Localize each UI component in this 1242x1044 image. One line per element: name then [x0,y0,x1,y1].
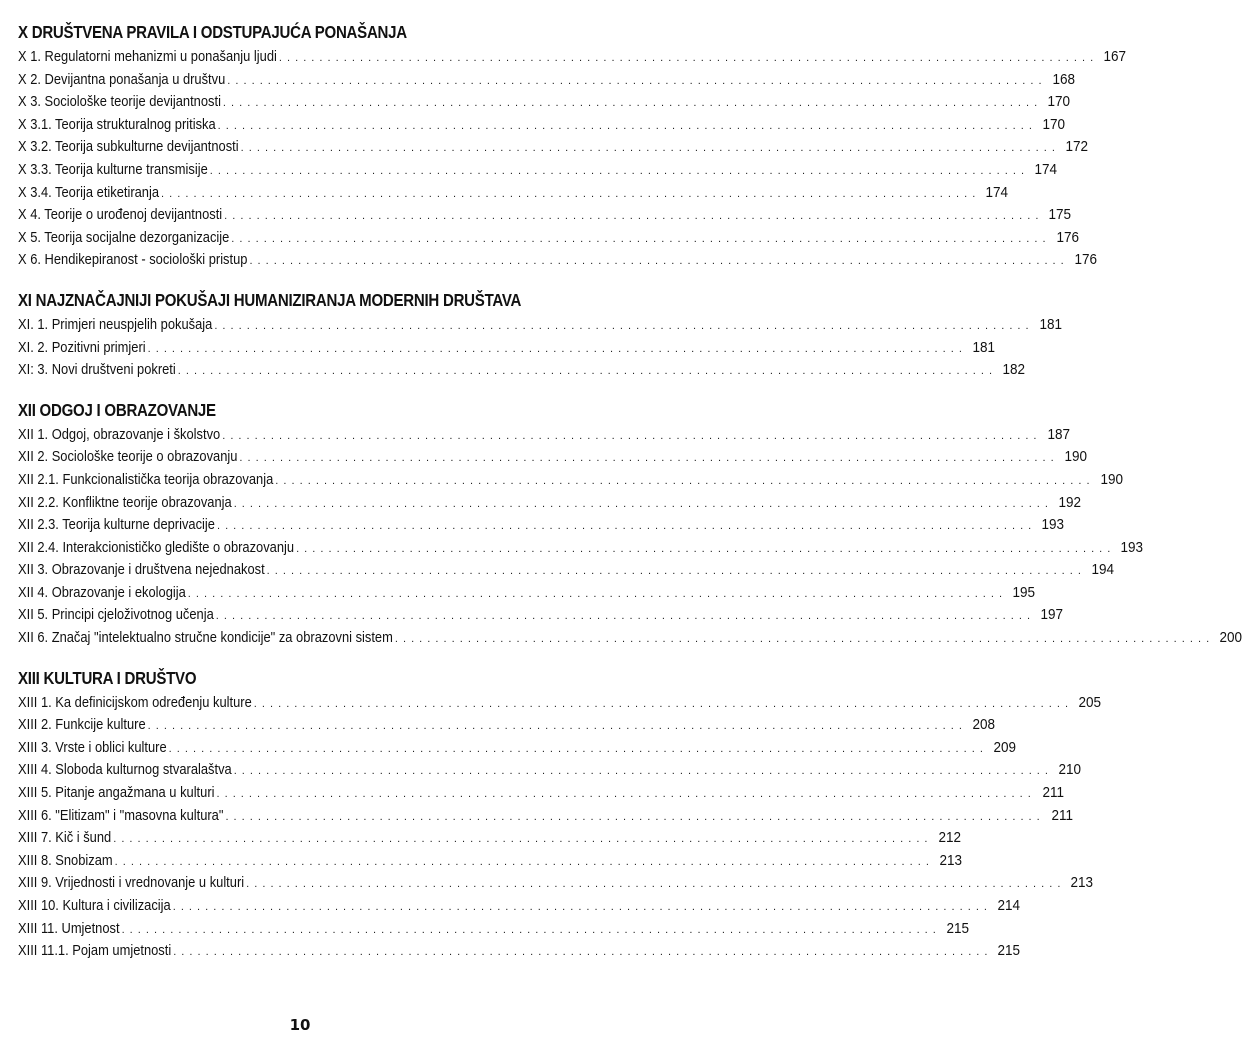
toc-entry-label: XII 6. Značaj "intelektualno stručne kondicije" za obrazovni sistem [18,629,393,647]
section-title: XIII KULTURA I DRUŠTVO [18,667,197,688]
toc-entry-label: XIII 11.1. Pojam umjetnosti [18,942,172,960]
toc-entry-label: XII 2.3. Teorija kulturne deprivacije [18,516,215,534]
toc-entry-page: 208 [972,716,995,734]
toc-entry-page: 170 [1042,115,1065,133]
toc-entry-label: X 1. Regulatorni mehanizmi u ponašanju ljudi [18,48,277,65]
toc-entry-label: XIII 3. Vrste i oblici kulture [18,738,167,756]
toc-entry-page: 210 [1058,761,1081,779]
toc-entry[interactable] [18,114,1065,137]
toc-entry-page: 211 [1051,806,1073,824]
toc-entry-page: 193 [1041,516,1065,534]
toc-entry[interactable] [18,227,1079,250]
toc-entry[interactable] [18,159,1058,182]
toc-entry[interactable] [18,827,961,850]
section-title: XI NAJZNAČAJNIJI POKUŠAJI HUMANIZIRANJA MODERNIH DRUŠTAVA [18,289,522,310]
dot-leader: . . . . . . . . . . . . . . . . . . . . . . . . . . . . . . . . . . . . . . . . . . . . . . . . . . . . . . . . . . . . . . . . . . . . . . . . . . . . . . . . . . . . . . . . . . . . . . . . . . . . . [147,720,963,733]
dot-leader: . . . . . . . . . . . . . . . . . . . . . . . . . . . . . . . . . . . . . . . . . . . . . . . . . . . . . . . . . . . . . . . . . . . . . . . . . . . . . . . . . . . . . . . . . . . . . . . . . . . . . [227,74,1043,87]
toc-entry-page: 167 [1103,48,1127,65]
dot-leader: . . . . . . . . . . . . . . . . . . . . . . . . . . . . . . . . . . . . . . . . . . . . . . . . . . . . . . . . . . . . . . . . . . . . . . . . . . . . . . . . . . . . . . . . . . . . . . . . . . . . . [215,610,1032,623]
toc-entry[interactable] [18,805,1073,828]
toc-entry-label: XI: 3. Novi društveni pokreti [18,361,176,379]
toc-entry-page: 192 [1058,493,1081,511]
toc-entry-label: X 2. Devijantna ponašanja u društvu [18,70,226,88]
dot-leader: . . . . . . . . . . . . . . . . . . . . . . . . . . . . . . . . . . . . . . . . . . . . . . . . . . . . . . . . . . . . . . . . . . . . . . . . . . . . . . . . . . . . . . . . . . . . . . . . . . . . . [275,474,1091,487]
toc-entry-page: 212 [937,829,961,847]
toc-entry[interactable] [18,446,1087,469]
toc-entry-label: XI. 1. Primjeri neuspjelih pokušaja [18,315,213,333]
toc-entry-label: X 3.2. Teorija subkulturne devijantnosti [18,138,239,156]
dot-leader: . . . . . . . . . . . . . . . . . . . . . . . . . . . . . . . . . . . . . . . . . . . . . . . . . . . . . . . . . . . . . . . . . . . . . . . . . . . . . . . . . . . . . . . . . . . . . . . . . . . . . [253,697,1070,710]
toc-entry-label: XII 4. Obrazovanje i ekologija [18,583,186,601]
toc-entry-page: 187 [1046,425,1070,443]
dot-leader: . . . . . . . . . . . . . . . . . . . . . . . . . . . . . . . . . . . . . . . . . . . . . . . . . . . . . . . . . . . . . . . . . . . . . . . . . . . . . . . . . . . . . . . . . . . . . . . . . . . . . [147,342,963,355]
toc-entry-page: 193 [1120,538,1144,556]
toc-entry[interactable] [18,46,1127,69]
table-of-contents [18,22,1242,981]
dot-leader: . . . . . . . . . . . . . . . . . . . . . . . . . . . . . . . . . . . . . . . . . . . . . . . . . . . . . . . . . . . . . . . . . . . . . . . . . . . . . . . . . . . . . . . . . . . . . . . . . . . . . [177,365,994,378]
toc-entry[interactable] [18,314,1062,337]
toc-entry[interactable] [18,759,1081,782]
toc-entry[interactable] [18,359,1026,382]
dot-leader: . . . . . . . . . . . . . . . . . . . . . . . . . . . . . . . . . . . . . . . . . . . . . . . . . . . . . . . . . . . . . . . . . . . . . . . . . . . . . . . . . . . . . . . . . . . . . . . . . . . . . [225,810,1041,823]
toc-entry[interactable] [18,582,1036,605]
toc-entry[interactable] [18,136,1088,159]
toc-entry[interactable] [18,895,1020,918]
toc-entry-label: XIII 1. Ka definicijskom određenju kulture [18,693,252,711]
dot-leader: . . . . . . . . . . . . . . . . . . . . . . . . . . . . . . . . . . . . . . . . . . . . . . . . . . . . . . . . . . . . . . . . . . . . . . . . . . . . . . . . . . . . . . . . . . . . . . . . . . . . . [246,878,1062,891]
dot-leader: . . . . . . . . . . . . . . . . . . . . . . . . . . . . . . . . . . . . . . . . . . . . . . . . . . . . . . . . . . . . . . . . . . . . . . . . . . . . . . . . . . . . . . . . . . . . . . . . . . . . . [231,232,1047,245]
dot-leader: . . . . . . . . . . . . . . . . . . . . . . . . . . . . . . . . . . . . . . . . . . . . . . . . . . . . . . . . . . . . . . . . . . . . . . . . . . . . . . . . . . . . . . . . . . . . . . . . . . . . . [394,633,1211,646]
toc-section [18,399,1242,650]
toc-entry-page: 176 [1074,251,1097,269]
toc-entry[interactable] [18,204,1072,227]
dot-leader: . . . . . . . . . . . . . . . . . . . . . . . . . . . . . . . . . . . . . . . . . . . . . . . . . . . . . . . . . . . . . . . . . . . . . . . . . . . . . . . . . . . . . . . . . . . . . . . . . . . . . [296,542,1112,555]
toc-entry-label: XIII 4. Sloboda kulturnog stvaralaštva [18,761,232,779]
toc-entry[interactable] [18,872,1094,895]
toc-entry-label: X 5. Teorija socijalne dezorganizacije [18,228,230,246]
toc-entry-label: XIII 7. Kič i šund [18,829,112,847]
toc-section [18,667,1102,963]
dot-leader: . . . . . . . . . . . . . . . . . . . . . . . . . . . . . . . . . . . . . . . . . . . . . . . . . . . . . . . . . . . . . . . . . . . . . . . . . . . . . . . . . . . . . . . . . . . . . . . . . . . . . [233,497,1049,510]
dot-leader: . . . . . . . . . . . . . . . . . . . . . . . . . . . . . . . . . . . . . . . . . . . . . . . . . . . . . . . . . . . . . . . . . . . . . . . . . . . . . . . . . . . . . . . . . . . . . . . . . . . . . [214,319,1030,332]
dot-leader: . . . . . . . . . . . . . . . . . . . . . . . . . . . . . . . . . . . . . . . . . . . . . . . . . . . . . . . . . . . . . . . . . . . . . . . . . . . . . . . . . . . . . . . . . . . . . . . . . . . . . [239,452,1055,465]
toc-entry-page: 175 [1048,206,1072,224]
toc-entry-page: 174 [1034,160,1058,178]
dot-leader: . . . . . . . . . . . . . . . . . . . . . . . . . . . . . . . . . . . . . . . . . . . . . . . . . . . . . . . . . . . . . . . . . . . . . . . . . . . . . . . . . . . . . . . . . . . . . . . . . . . . . [217,119,1033,132]
toc-entry[interactable] [18,918,969,941]
toc-entry-label: XIII 6. "Elitizam" i "masovna kultura" [18,806,224,824]
toc-entry[interactable] [18,182,1009,205]
toc-entry[interactable] [18,249,1097,272]
toc-entry-label: X 3.1. Teorija strukturalnog pritiska [18,115,216,133]
toc-entry-page: 168 [1052,70,1075,88]
toc-entry[interactable] [18,714,995,737]
toc-entry-label: X 4. Teorije o urođenoj devijantnosti [18,206,223,224]
toc-entry-label: XII 3. Obrazovanje i društvena nejednakost [18,561,265,579]
dot-leader: . . . . . . . . . . . . . . . . . . . . . . . . . . . . . . . . . . . . . . . . . . . . . . . . . . . . . . . . . . . . . . . . . . . . . . . . . . . . . . . . . . . . . . . . . . . . . . . . . . . . . [216,520,1033,533]
dot-leader: . . . . . . . . . . . . . . . . . . . . . . . . . . . . . . . . . . . . . . . . . . . . . . . . . . . . . . . . . . . . . . . . . . . . . . . . . . . . . . . . . . . . . . . . . . . . . . . . . . . . . [216,788,1032,801]
toc-entry[interactable] [18,692,1102,715]
dot-leader: . . . . . . . . . . . . . . . . . . . . . . . . . . . . . . . . . . . . . . . . . . . . . . . . . . . . . . . . . . . . . . . . . . . . . . . . . . . . . . . . . . . . . . . . . . . . . . . . . . . . . [278,52,1095,64]
toc-entry-label: XII 2.1. Funkcionalistička teorija obrazovanja [18,470,274,488]
toc-entry-label: XII 2.4. Interakcionističko gledište o obrazovanju [18,538,295,556]
toc-entry-label: XIII 10. Kultura i civilizacija [18,897,171,914]
toc-entry-label: XIII 5. Pitanje angažmana u kulturi [18,784,215,802]
toc-entry[interactable] [18,940,1021,963]
toc-entry[interactable] [18,559,1114,582]
dot-leader: . . . . . . . . . . . . . . . . . . . . . . . . . . . . . . . . . . . . . . . . . . . . . . . . . . . . . . . . . . . . . . . . . . . . . . . . . . . . . . . . . . . . . . . . . . . . . . . . . . . . . [224,210,1040,223]
toc-entry-page: 182 [1002,361,1026,379]
toc-entry-page: 176 [1056,228,1079,246]
toc-entry[interactable] [18,604,1064,627]
dot-leader: . . . . . . . . . . . . . . . . . . . . . . . . . . . . . . . . . . . . . . . . . . . . . . . . . . . . . . . . . . . . . . . . . . . . . . . . . . . . . . . . . . . . . . . . . . . . . . . . . . . . . [173,946,989,959]
toc-entry-page: 214 [997,897,1020,914]
toc-entry-page: 197 [1040,606,1064,624]
toc-entry[interactable] [18,91,1071,114]
toc-entry[interactable] [18,69,1075,92]
toc-entry-page: 195 [1012,583,1036,601]
toc-entry[interactable] [18,469,1123,492]
dot-leader: . . . . . . . . . . . . . . . . . . . . . . . . . . . . . . . . . . . . . . . . . . . . . . . . . . . . . . . . . . . . . . . . . . . . . . . . . . . . . . . . . . . . . . . . . . . . . . . . . . . . . [114,855,930,868]
toc-entry-page: 172 [1065,138,1088,156]
dot-leader: . . . . . . . . . . . . . . . . . . . . . . . . . . . . . . . . . . . . . . . . . . . . . . . . . . . . . . . . . . . . . . . . . . . . . . . . . . . . . . . . . . . . . . . . . . . . . . . . . . . . . [172,901,988,913]
toc-entry[interactable] [18,337,995,360]
page-number: 10 [289,1016,311,1034]
dot-leader: . . . . . . . . . . . . . . . . . . . . . . . . . . . . . . . . . . . . . . . . . . . . . . . . . . . . . . . . . . . . . . . . . . . . . . . . . . . . . . . . . . . . . . . . . . . . . . . . . . . . . [266,565,1082,578]
toc-entry[interactable] [18,537,1144,560]
toc-entry-page: 190 [1064,448,1087,466]
toc-entry-page: 215 [997,942,1021,960]
toc-entry-page: 205 [1078,693,1102,711]
dot-leader: . . . . . . . . . . . . . . . . . . . . . . . . . . . . . . . . . . . . . . . . . . . . . . . . . . . . . . . . . . . . . . . . . . . . . . . . . . . . . . . . . . . . . . . . . . . . . . . . . . . . . [209,164,1026,177]
dot-leader: . . . . . . . . . . . . . . . . . . . . . . . . . . . . . . . . . . . . . . . . . . . . . . . . . . . . . . . . . . . . . . . . . . . . . . . . . . . . . . . . . . . . . . . . . . . . . . . . . . . . . [233,765,1049,778]
toc-entry[interactable] [18,782,1064,805]
dot-leader: . . . . . . . . . . . . . . . . . . . . . . . . . . . . . . . . . . . . . . . . . . . . . . . . . . . . . . . . . . . . . . . . . . . . . . . . . . . . . . . . . . . . . . . . . . . . . . . . . . . . . [121,923,937,936]
toc-entry-label: XIII 9. Vrijednosti i vrednovanje u kulturi [18,874,245,892]
toc-entry-label: XIII 11. Umjetnost [18,919,120,937]
toc-entry[interactable] [18,627,1242,650]
toc-entry[interactable] [18,492,1081,515]
toc-entry-page: 181 [1039,315,1062,333]
toc-entry-page: 174 [985,183,1009,201]
toc-entry-page: 211 [1042,784,1064,802]
section-title: XII ODGOJ I OBRAZOVANJE [18,399,216,420]
toc-entry-label: XIII 8. Snobizam [18,851,113,869]
toc-section [18,289,1062,382]
dot-leader: . . . . . . . . . . . . . . . . . . . . . . . . . . . . . . . . . . . . . . . . . . . . . . . . . . . . . . . . . . . . . . . . . . . . . . . . . . . . . . . . . . . . . . . . . . . . . . . . . . . . . [222,97,1039,110]
dot-leader: . . . . . . . . . . . . . . . . . . . . . . . . . . . . . . . . . . . . . . . . . . . . . . . . . . . . . . . . . . . . . . . . . . . . . . . . . . . . . . . . . . . . . . . . . . . . . . . . . . . . . [249,255,1065,268]
toc-entry-page: 190 [1100,470,1123,488]
dot-leader: . . . . . . . . . . . . . . . . . . . . . . . . . . . . . . . . . . . . . . . . . . . . . . . . . . . . . . . . . . . . . . . . . . . . . . . . . . . . . . . . . . . . . . . . . . . . . . . . . . . . . [113,833,929,846]
toc-entry-label: XII 1. Odgoj, obrazovanje i školstvo [18,425,221,443]
toc-entry-page: 213 [1070,874,1094,892]
toc-entry-page: 200 [1219,629,1242,647]
toc-entry-page: 215 [946,919,969,937]
toc-entry[interactable] [18,850,962,873]
toc-entry-page: 194 [1091,561,1114,579]
toc-entry-label: X 6. Hendikepiranost - sociološki pristup [18,251,248,269]
toc-entry-label: XII 2.2. Konfliktne teorije obrazovanja [18,493,232,511]
toc-entry-label: X 3.4. Teorija etiketiranja [18,183,160,201]
dot-leader: . . . . . . . . . . . . . . . . . . . . . . . . . . . . . . . . . . . . . . . . . . . . . . . . . . . . . . . . . . . . . . . . . . . . . . . . . . . . . . . . . . . . . . . . . . . . . . . . . . . . . [168,742,984,755]
toc-entry-label: XII 2. Sociološke teorije o obrazovanju [18,448,238,466]
toc-entry[interactable] [18,514,1065,537]
toc-entry-label: X 3. Sociološke teorije devijantnosti [18,93,221,111]
toc-entry-label: XIII 2. Funkcije kulture [18,716,146,734]
toc-entry[interactable] [18,424,1070,447]
toc-entry-page: 170 [1047,93,1071,111]
dot-leader: . . . . . . . . . . . . . . . . . . . . . . . . . . . . . . . . . . . . . . . . . . . . . . . . . . . . . . . . . . . . . . . . . . . . . . . . . . . . . . . . . . . . . . . . . . . . . . . . . . . . . [161,187,977,200]
dot-leader: . . . . . . . . . . . . . . . . . . . . . . . . . . . . . . . . . . . . . . . . . . . . . . . . . . . . . . . . . . . . . . . . . . . . . . . . . . . . . . . . . . . . . . . . . . . . . . . . . . . . . [187,587,1004,600]
toc-entry[interactable] [18,737,1016,760]
toc-entry-label: X 3.3. Teorija kulturne transmisije [18,160,208,178]
section-title: X DRUŠTVENA PRAVILA I ODSTUPAJUĆA PONAŠANJA [18,22,407,42]
toc-entry-label: XI. 2. Pozitivni primjeri [18,338,146,356]
toc-entry-page: 209 [993,738,1016,756]
toc-entry-label: XII 5. Principi cjeloživotnog učenja [18,606,214,624]
dot-leader: . . . . . . . . . . . . . . . . . . . . . . . . . . . . . . . . . . . . . . . . . . . . . . . . . . . . . . . . . . . . . . . . . . . . . . . . . . . . . . . . . . . . . . . . . . . . . . . . . . . . . [222,429,1038,442]
toc-section [18,22,1127,272]
toc-entry-page: 181 [972,338,995,356]
toc-entry-page: 213 [939,851,962,869]
dot-leader: . . . . . . . . . . . . . . . . . . . . . . . . . . . . . . . . . . . . . . . . . . . . . . . . . . . . . . . . . . . . . . . . . . . . . . . . . . . . . . . . . . . . . . . . . . . . . . . . . . . . . [240,142,1056,155]
